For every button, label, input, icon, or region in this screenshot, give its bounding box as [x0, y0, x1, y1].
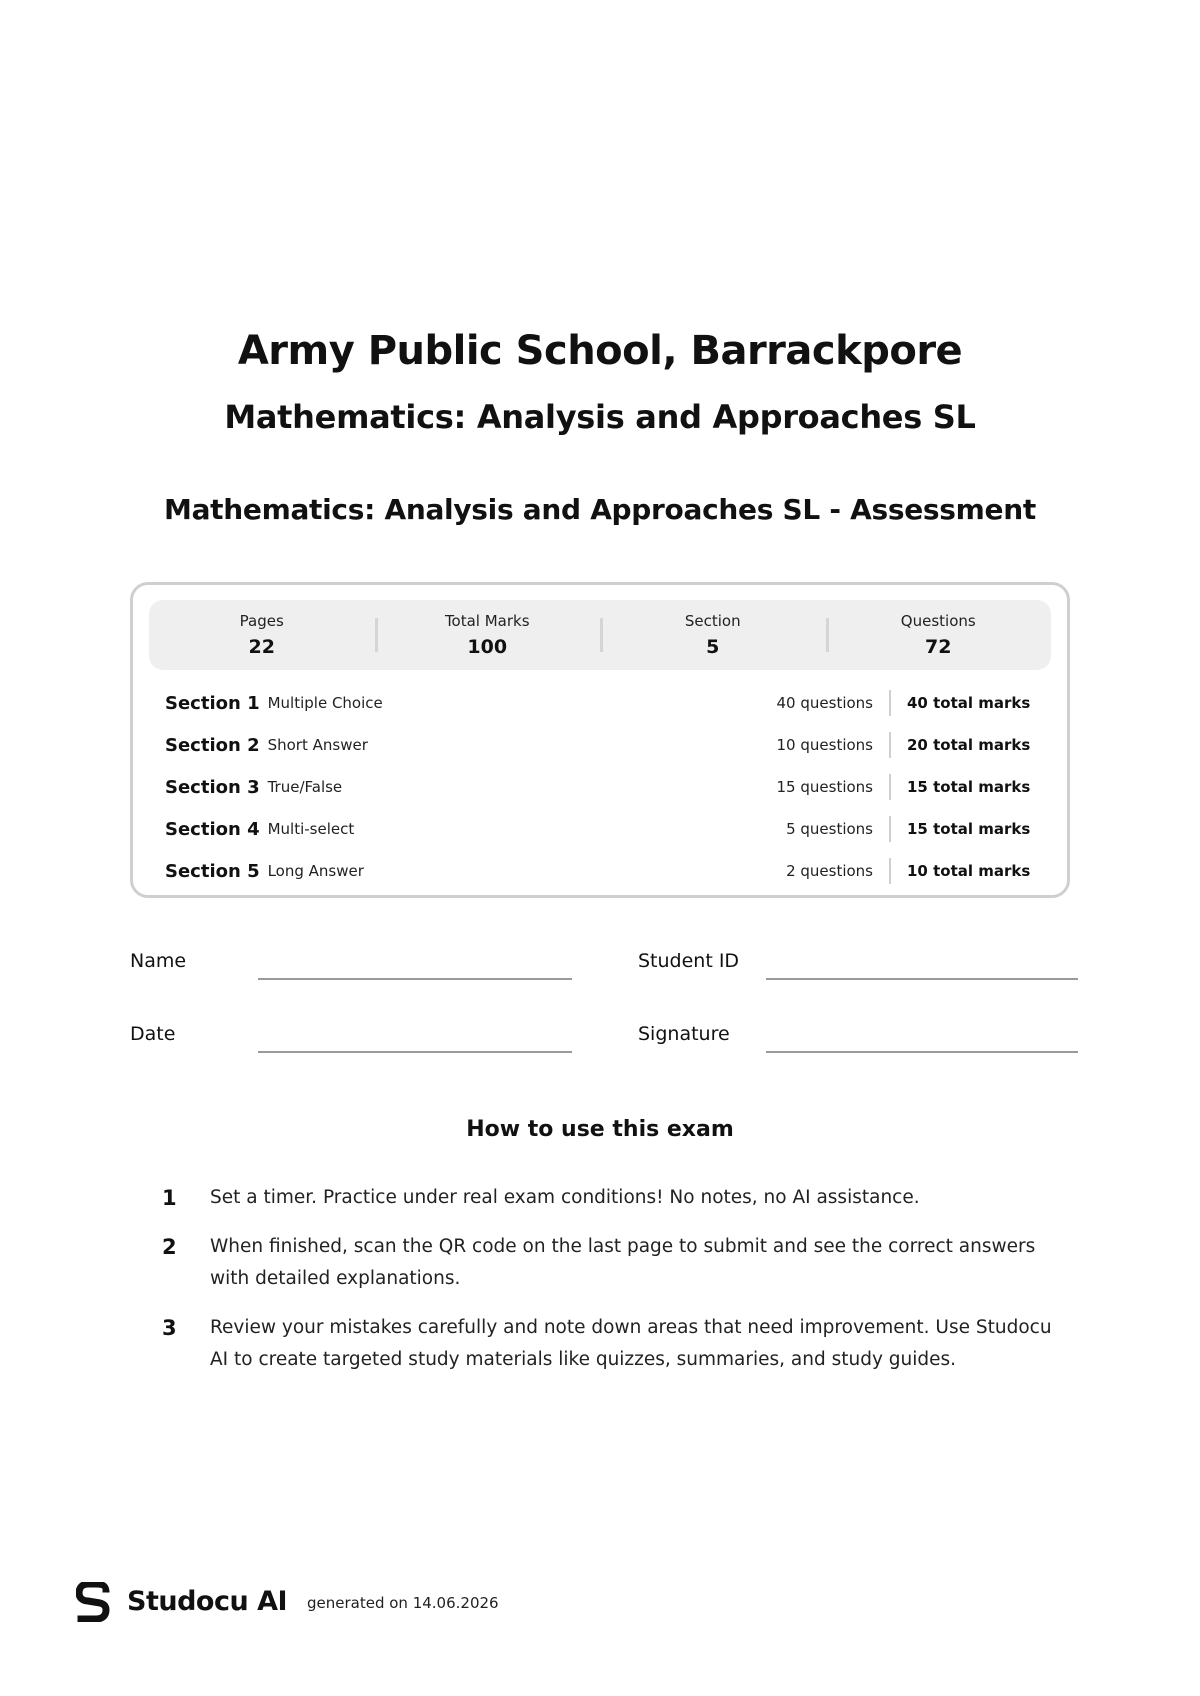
section-marks: 10 total marks: [907, 862, 1031, 880]
date-field-line[interactable]: [258, 1051, 572, 1053]
section-row: [165, 814, 1033, 844]
stat-value: 22: [248, 636, 275, 658]
section-questions: 2 questions: [786, 862, 873, 880]
section-name: Section 1: [165, 692, 260, 714]
section-name: Section 4: [165, 818, 260, 840]
step-text: Set a timer. Practice under real exam conditions! No notes, no AI assistance.: [210, 1187, 920, 1208]
name-field-line[interactable]: [258, 978, 572, 980]
section-type: Multiple Choice: [267, 694, 383, 712]
step-text: When finished, scan the QR code on the last page to submit and see the correct answers with detailed explanations.: [210, 1236, 1036, 1289]
stat-label: Section: [684, 612, 741, 630]
stat-value: 5: [706, 636, 720, 658]
exam-summary-card: [130, 582, 1070, 898]
section-marks: 15 total marks: [907, 820, 1031, 838]
section-row: [165, 688, 1033, 718]
section-type: Multi-select: [267, 820, 355, 838]
howto-title: How to use this exam: [466, 1117, 734, 1142]
name-label: Name: [130, 950, 187, 972]
stat-section: [600, 600, 826, 670]
section-questions: 15 questions: [776, 778, 873, 796]
stat-label: Total Marks: [444, 612, 530, 630]
generated-date: generated on 14.06.2026: [307, 1594, 499, 1612]
section-type: Long Answer: [267, 862, 364, 880]
school-title: Army Public School, Barrackpore: [237, 328, 963, 374]
section-marks: 20 total marks: [907, 736, 1031, 754]
step-number: 1: [162, 1186, 177, 1210]
student-id-field-line[interactable]: [766, 978, 1078, 980]
studocu-logo-icon: [76, 1582, 112, 1622]
section-marks: 15 total marks: [907, 778, 1031, 796]
assessment-title: Mathematics: Analysis and Approaches SL - Assessment: [164, 493, 1036, 526]
section-row: [165, 730, 1033, 760]
step-text: Review your mistakes carefully and note down areas that need improvement. Use Studocu AI to create targeted study materials like quizzes, summaries, and study guides.: [210, 1317, 1052, 1370]
stats-bar: [149, 600, 1051, 670]
stat-pages: [149, 600, 375, 670]
date-label: Date: [130, 1023, 176, 1045]
stat-questions: [826, 600, 1052, 670]
stat-label: Pages: [239, 612, 284, 630]
section-name: Section 3: [165, 776, 260, 798]
signature-label: Signature: [638, 1023, 730, 1045]
section-name: Section 5: [165, 860, 260, 882]
step-number: 2: [162, 1235, 177, 1259]
section-type: True/False: [267, 778, 343, 796]
signature-field-line[interactable]: [766, 1051, 1078, 1053]
student-id-label: Student ID: [638, 950, 740, 972]
section-marks: 40 total marks: [907, 694, 1031, 712]
step-number: 3: [162, 1316, 177, 1340]
section-row: [165, 856, 1033, 886]
section-name: Section 2: [165, 734, 260, 756]
stat-value: 100: [467, 636, 508, 658]
section-questions: 5 questions: [786, 820, 873, 838]
section-type: Short Answer: [267, 736, 368, 754]
stat-total-marks: [375, 600, 601, 670]
section-row: [165, 772, 1033, 802]
section-questions: 10 questions: [776, 736, 873, 754]
stat-label: Questions: [900, 612, 976, 630]
section-questions: 40 questions: [776, 694, 873, 712]
stat-value: 72: [925, 636, 952, 658]
studocu-brand: Studocu AI: [127, 1586, 288, 1617]
subject-title: Mathematics: Analysis and Approaches SL: [224, 398, 976, 436]
